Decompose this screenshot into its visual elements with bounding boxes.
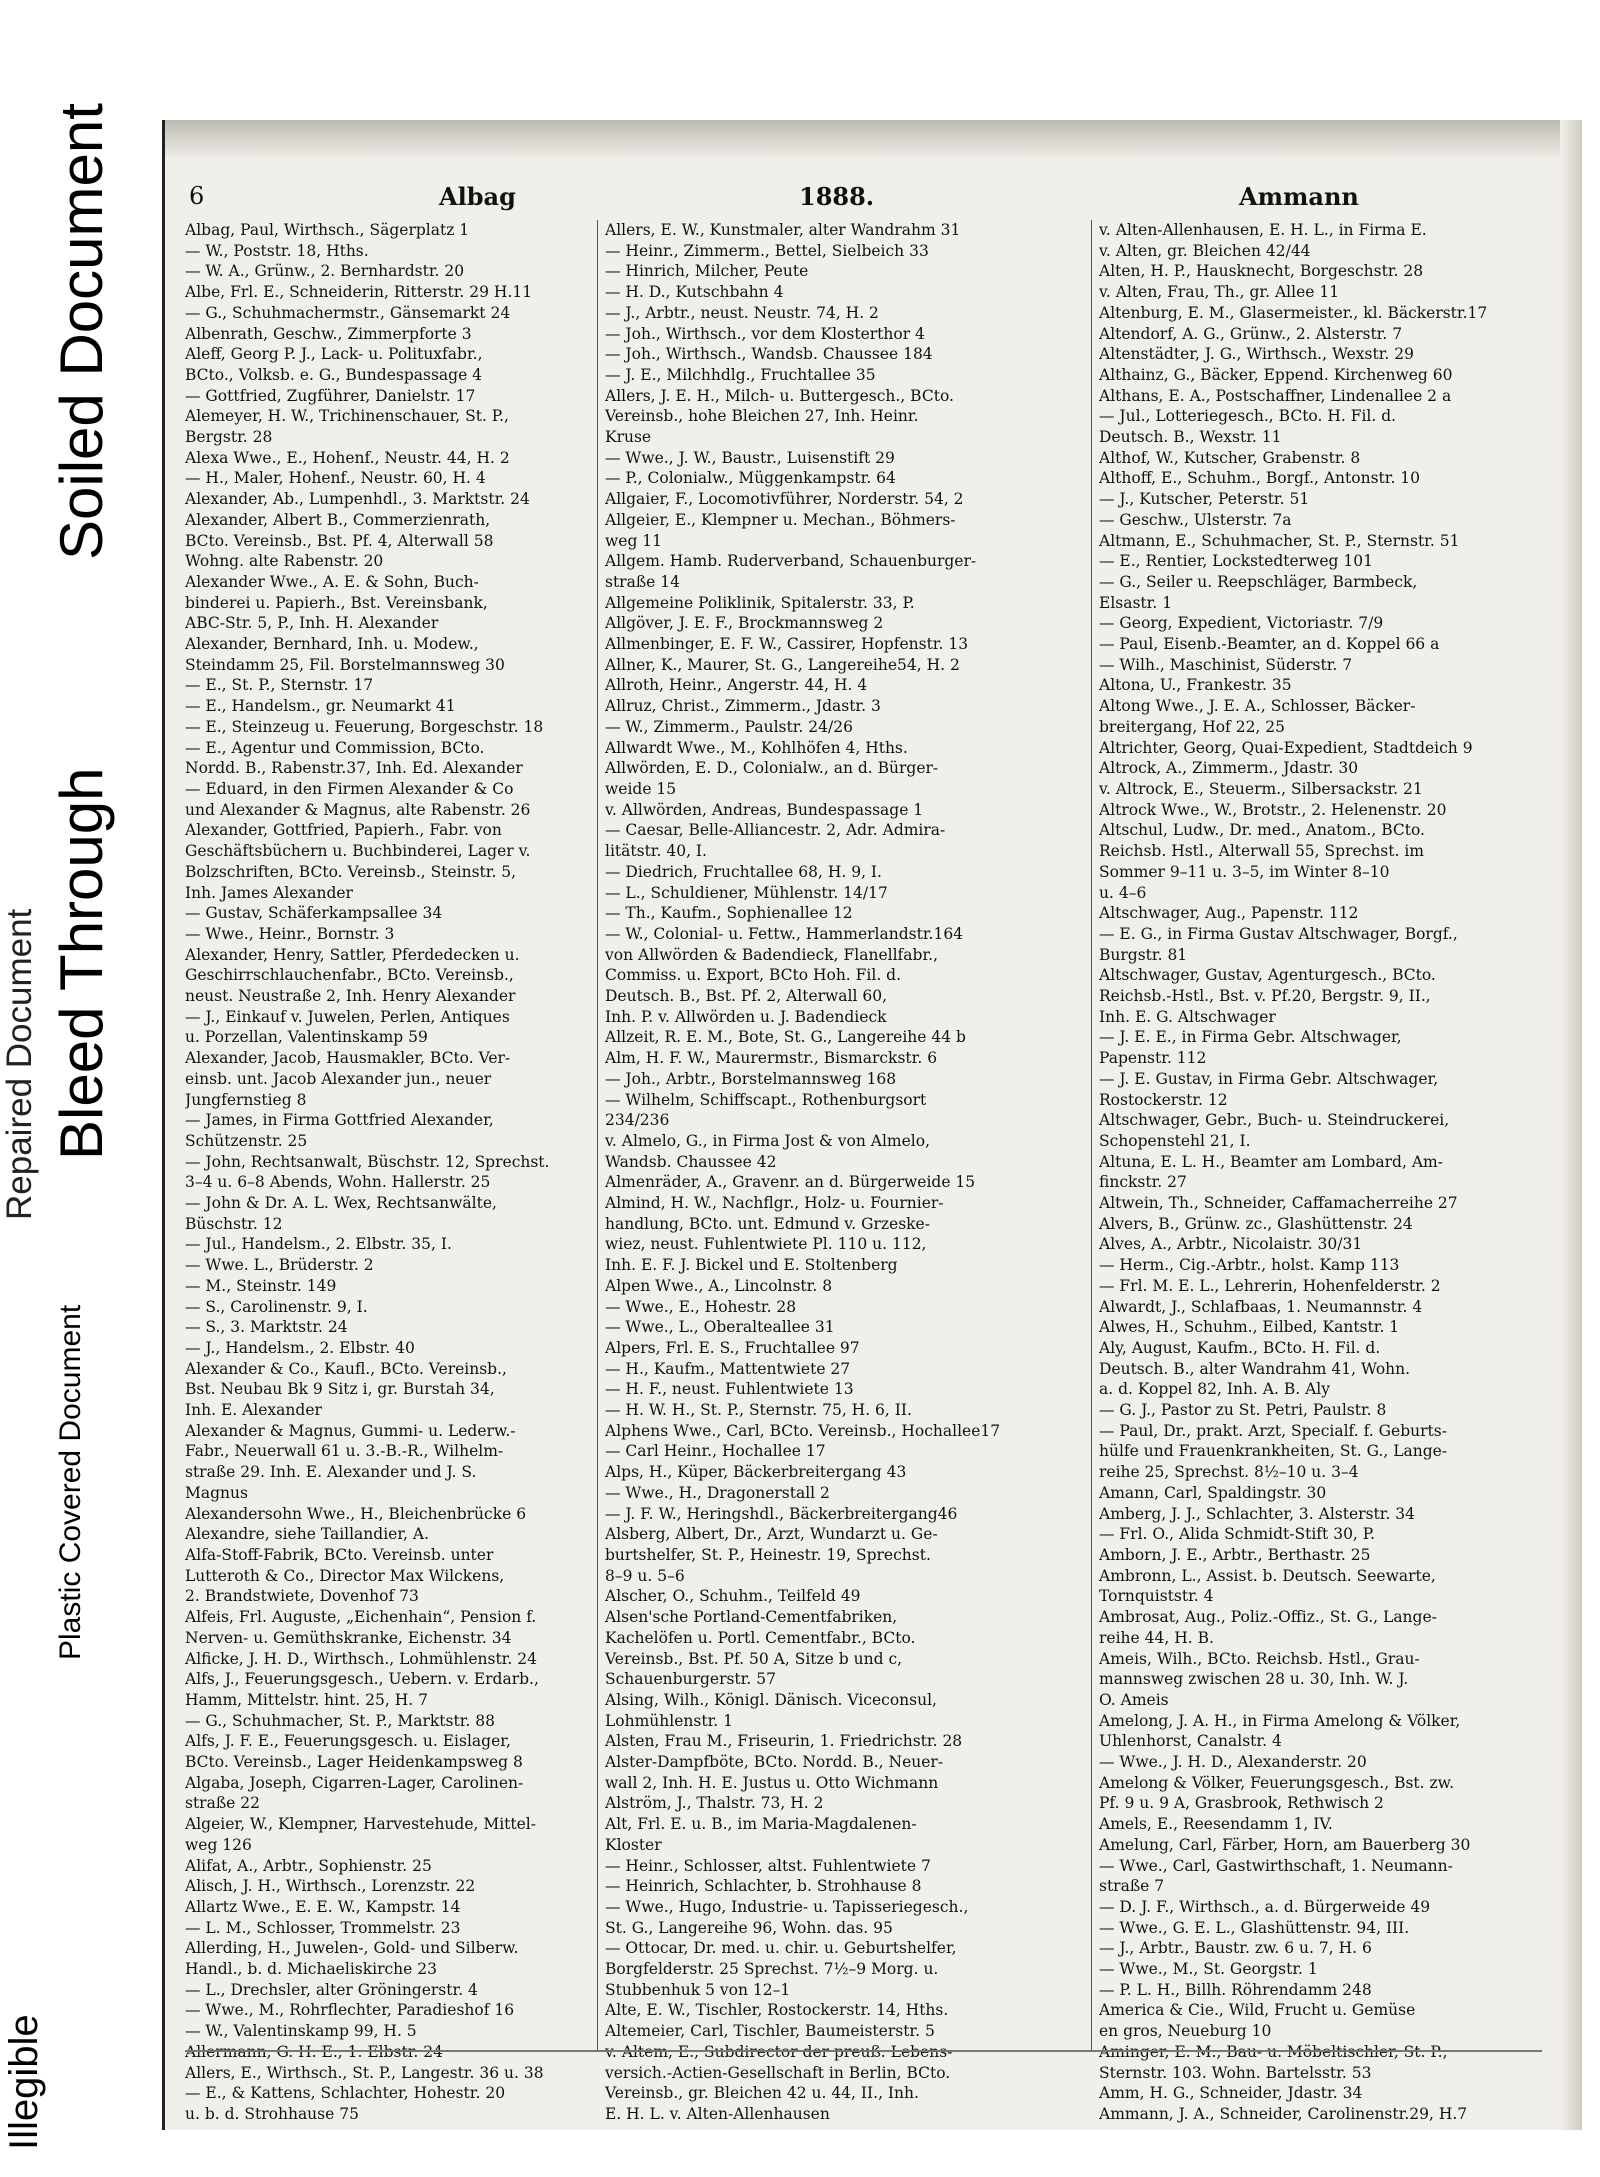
directory-entry: Alsen'sche Portland-Cementfabriken, <box>605 1608 898 1627</box>
directory-entry: Altuna, E. L. H., Beamter am Lombard, Am- <box>1099 1152 1443 1171</box>
directory-page <box>162 120 1582 2130</box>
directory-entry: BCto. Vereinsb., Lager Heidenkampsweg 8 <box>185 1753 523 1772</box>
directory-entry: wall 2, Inh. H. E. Justus u. Otto Wichmann <box>605 1773 939 1792</box>
directory-entry: Uhlenhorst, Canalstr. 4 <box>1099 1732 1282 1751</box>
directory-entry: — M., Steinstr. 149 <box>185 1276 337 1295</box>
directory-entry: — Th., Kaufm., Sophienallee 12 <box>605 904 853 923</box>
directory-entry: — E., & Kattens, Schlachter, Hohestr. 20 <box>185 2084 506 2103</box>
directory-entry: Alten, H. P., Hausknecht, Borgeschstr. 28 <box>1099 262 1424 281</box>
directory-entry: v. Alten, Frau, Th., gr. Allee 11 <box>1099 283 1340 302</box>
directory-entry: — Wwe., J. H. D., Alexanderstr. 20 <box>1099 1753 1367 1772</box>
directory-entry: — J. E. E., in Firma Gebr. Altschwager, <box>1099 1028 1402 1047</box>
directory-entry: Altmann, E., Schuhmacher, St. P., Sternstr. 51 <box>1099 531 1460 550</box>
label-illegible: Illegible <box>2 2014 46 2150</box>
directory-entry: Algaba, Joseph, Cigarren-Lager, Carolinen- <box>185 1773 524 1792</box>
directory-entry: Algeier, W., Klempner, Harvestehude, Mittel- <box>185 1815 537 1834</box>
directory-entry: — Carl Heinr., Hochallee 17 <box>605 1442 826 1461</box>
directory-entry: — W., Zimmerm., Paulstr. 24/26 <box>605 717 853 736</box>
directory-entry: und Alexander & Magnus, alte Rabenstr. 26 <box>185 800 531 819</box>
directory-entry: Aly, August, Kaufm., BCto. H. Fil. d. <box>1099 1338 1381 1357</box>
directory-entry: Allwardt Wwe., M., Kohlhöfen 4, Hths. <box>605 738 908 757</box>
directory-entry: Altona, U., Frankestr. 35 <box>1099 676 1292 695</box>
directory-entry: Amelong & Völker, Feuerungsgesch., Bst. zw. <box>1099 1773 1455 1792</box>
directory-entry: — H. F., neust. Fuhlentwiete 13 <box>605 1380 854 1399</box>
directory-entry: Amelong, J. A. H., in Firma Amelong & Völker, <box>1099 1711 1461 1730</box>
directory-entry: Jungfernstieg 8 <box>185 1090 307 1109</box>
directory-entry: — E., St. P., Sternstr. 17 <box>185 676 374 695</box>
directory-entry <box>605 2042 1005 2063</box>
directory-entry: — E., Handelsm., gr. Neumarkt 41 <box>185 697 456 716</box>
directory-entry: Alsberg, Albert, Dr., Arzt, Wundarzt u. Ge- <box>605 1525 938 1544</box>
directory-entry: Deutsch. B., Wexstr. 11 <box>1099 428 1282 447</box>
directory-entry: Allgaier, F., Locomotivführer, Norderstr. 54, 2 <box>605 490 964 509</box>
directory-entry: Schopenstehl 21, I. <box>1099 1131 1251 1150</box>
directory-entry: finckstr. 27 <box>1099 1173 1187 1192</box>
directory-entry: Bst. Neubau Bk 9 Sitz i, gr. Burstah 34, <box>185 1380 495 1399</box>
directory-entry: — John, Rechtsanwalt, Büschstr. 12, Sprechst. <box>185 1152 550 1171</box>
directory-entry: Alexander & Magnus, Gummi- u. Lederw.- <box>185 1421 516 1440</box>
directory-entry: Ambrosat, Aug., Poliz.-Offiz., St. G., Lange- <box>1099 1608 1437 1627</box>
directory-entry: — Paul, Dr., prakt. Arzt, Specialf. f. Geburts- <box>1099 1421 1447 1440</box>
directory-entry: Alpers, Frl. E. S., Fruchtallee 97 <box>605 1338 860 1357</box>
directory-column-3 <box>1099 220 1505 2125</box>
directory-entry: Borgfelderstr. 25 Sprechst. 7½–9 Morg. u. <box>605 1960 939 1979</box>
directory-entry: Alwardt, J., Schlafbaas, 1. Neumannstr. 4 <box>1099 1297 1423 1316</box>
directory-entry: weg 11 <box>605 531 663 550</box>
directory-entry: a. d. Koppel 82, Inh. A. B. Aly <box>1099 1380 1330 1399</box>
directory-entry: — Caesar, Belle-Alliancestr. 2, Adr. Admira- <box>605 821 946 840</box>
directory-entry: hülfe und Frauenkrankheiten, St. G., Lange- <box>1099 1442 1448 1461</box>
directory-entry: Hamm, Mittelstr. hint. 25, H. 7 <box>185 1690 428 1709</box>
directory-entry: weg 126 <box>185 1835 252 1854</box>
directory-entry: — H., Kaufm., Mattentwiete 27 <box>605 1359 851 1378</box>
directory-entry: Altong Wwe., J. E. A., Schlosser, Bäcker- <box>1099 697 1416 716</box>
directory-entry: Alves, A., Arbtr., Nicolaistr. 30/31 <box>1099 1235 1363 1254</box>
directory-entry: Alexander, Ab., Lumpenhdl., 3. Marktstr. 24 <box>185 490 530 509</box>
page-number: 6 <box>189 182 205 210</box>
directory-entry: Alpen Wwe., A., Lincolnstr. 8 <box>605 1276 833 1295</box>
directory-entry: Allartz Wwe., E. E. W., Kampstr. 14 <box>185 1897 461 1916</box>
directory-entry: Vereinsb., hohe Bleichen 27, Inh. Heinr. <box>605 407 919 426</box>
directory-entry: Fabr., Neuerwall 61 u. 3.-B.-R., Wilhelm- <box>185 1442 504 1461</box>
directory-entry: — Wwe., E., Hohestr. 28 <box>605 1297 797 1316</box>
directory-entry: Reichsb.-Hstl., Bst. v. Pf.20, Bergstr. 9, II., <box>1099 987 1431 1006</box>
directory-entry: Albe, Frl. E., Schneiderin, Ritterstr. 29 H.11 <box>185 283 533 302</box>
directory-entry: Amann, Carl, Spaldingstr. 30 <box>1099 1483 1327 1502</box>
directory-entry: Rostockerstr. 12 <box>1099 1090 1228 1109</box>
directory-entry: — Eduard, in den Firmen Alexander & Co <box>185 779 514 798</box>
directory-entry: Tornquiststr. 4 <box>1099 1587 1214 1606</box>
directory-entry: — L., Schuldiener, Mühlenstr. 14/17 <box>605 883 888 902</box>
directory-entry: u. Porzellan, Valentinskamp 59 <box>185 1028 428 1047</box>
directory-entry: Vereinsb., Bst. Pf. 50 A, Sitze b und c, <box>605 1649 903 1668</box>
directory-entry: 234/236 <box>605 1111 670 1130</box>
directory-entry: Wohng. alte Rabenstr. 20 <box>185 552 384 571</box>
directory-entry: — Joh., Arbtr., Borstelmannsweg 168 <box>605 1069 897 1088</box>
directory-entry: Geschäftsbüchern u. Buchbinderei, Lager v. <box>185 842 531 861</box>
directory-entry: — Wwe., Carl, Gastwirthschaft, 1. Neumann- <box>1099 1856 1453 1875</box>
directory-entry: Albenrath, Geschw., Zimmerpforte 3 <box>185 324 472 343</box>
directory-entry: burtshelfer, St. P., Heinestr. 19, Sprechst. <box>605 1546 931 1564</box>
page-bottom-rule <box>185 2050 1542 2052</box>
directory-entry: Wandsb. Chaussee 42 <box>605 1152 777 1171</box>
directory-entry: — Wwe., G. E. L., Glashüttenstr. 94, III. <box>1099 1918 1410 1937</box>
directory-entry: — G., Schuhmacher, St. P., Marktstr. 88 <box>185 1711 495 1730</box>
directory-entry: Inh. James Alexander <box>185 883 353 902</box>
directory-entry: Altemeier, Carl, Tischler, Baumeisterstr. 5 <box>605 2022 935 2041</box>
directory-entry: straße 29. Inh. E. Alexander und J. S. <box>185 1463 477 1482</box>
directory-entry: Allroth, Heinr., Angerstr. 44, H. 4 <box>605 676 868 695</box>
directory-entry: Alexander, Jacob, Hausmakler, BCto. Ver- <box>185 1049 511 1068</box>
directory-entry: Sternstr. 103. Wohn. Bartelsstr. 53 <box>1099 2063 1372 2082</box>
directory-entry: Alexander & Co., Kaufl., BCto. Vereinsb., <box>185 1359 507 1378</box>
directory-entry: reihe 25, Sprechst. 8½–10 u. 3–4 <box>1099 1463 1359 1482</box>
directory-entry: — Heinrich, Schlachter, b. Strohhause 8 <box>605 1877 922 1896</box>
directory-entry: Nordd. B., Rabenstr.37, Inh. Ed. Alexander <box>185 759 523 778</box>
directory-entry: — Heinr., Zimmerm., Bettel, Sielbeich 33 <box>605 241 929 260</box>
directory-entry: — Georg, Expedient, Victoriastr. 7/9 <box>1099 614 1384 633</box>
directory-entry: Ammann, J. A., Schneider, Carolinenstr.29, H.7 <box>1099 2104 1468 2123</box>
directory-entry: handlung, BCto. unt. Edmund v. Grzeske- <box>605 1214 930 1233</box>
directory-entry: Alphens Wwe., Carl, BCto. Vereinsb., Hochallee17 <box>605 1421 1001 1440</box>
directory-entry: Alfs, J. F. E., Feuerungsgesch. u. Eislager, <box>185 1732 511 1751</box>
directory-entry: Papenstr. 112 <box>1099 1049 1207 1068</box>
directory-entry: versich.-Actien-Gesellschaft in Berlin, BCto. <box>605 2063 951 2082</box>
directory-entry: Alexandersohn Wwe., H., Bleichenbrücke 6 <box>185 1504 527 1523</box>
directory-entry: Aleff, Georg P. J., Lack- u. Polituxfabr., <box>185 345 483 364</box>
directory-entry: — J. E., Milchhdlg., Fruchtallee 35 <box>605 365 876 384</box>
directory-entry: Pf. 9 u. 9 A, Grasbrook, Rethwisch 2 <box>1099 1794 1384 1813</box>
directory-entry: einsb. unt. Jacob Alexander jun., neuer <box>185 1069 492 1088</box>
directory-entry: Inh. E. F. J. Bickel und E. Stoltenberg <box>605 1256 898 1275</box>
directory-entry: u. 4–6 <box>1099 883 1147 902</box>
header-right-keyword: Ammann <box>1239 182 1359 211</box>
directory-entry: Inh. P. v. Allwörden u. J. Badendieck <box>605 1007 887 1026</box>
directory-entry: neust. Neustraße 2, Inh. Henry Alexander <box>185 987 516 1006</box>
directory-entry: Deutsch. B., Bst. Pf. 2, Alterwall 60, <box>605 987 888 1006</box>
directory-entry: — James, in Firma Gottfried Alexander, <box>185 1111 494 1130</box>
header-year: 1888. <box>799 182 875 211</box>
directory-entry: Alifat, A., Arbtr., Sophienstr. 25 <box>185 1856 432 1875</box>
directory-entry: Allgem. Hamb. Ruderverband, Schauenburger- <box>605 552 977 571</box>
directory-entry: — Wwe., Hugo, Industrie- u. Tapisseriegesch., <box>605 1897 969 1916</box>
directory-column-2 <box>605 220 1005 2125</box>
directory-entry: Bolzschriften, BCto. Vereinsb., Steinstr. 5, <box>185 862 517 881</box>
directory-entry: Altschwager, Aug., Papenstr. 112 <box>1099 904 1359 923</box>
directory-entry: — G. J., Pastor zu St. Petri, Paulstr. 8 <box>1099 1401 1387 1420</box>
directory-entry: Inh. E. Alexander <box>185 1401 322 1420</box>
directory-entry: Alfs, J., Feuerungsgesch., Uebern. v. Erdarb., <box>185 1670 539 1689</box>
directory-entry: — Hinrich, Milcher, Peute <box>605 262 809 281</box>
directory-entry: — Ottocar, Dr. med. u. chir. u. Geburtshelfer, <box>605 1939 957 1958</box>
directory-entry: America & Cie., Wild, Frucht u. Gemüse <box>1099 2001 1416 2020</box>
directory-entry: Alt, Frl. E. u. B., im Maria-Magdalenen- <box>605 1815 917 1834</box>
header-left-keyword: Albag <box>439 182 516 211</box>
directory-entry: v. Almelo, G., in Firma Jost & von Almelo, <box>605 1131 931 1150</box>
directory-entry <box>185 2042 585 2063</box>
directory-entry: — E. G., in Firma Gustav Altschwager, Borgf., <box>1099 924 1458 943</box>
directory-entry: Alscher, O., Schuhm., Teilfeld 49 <box>605 1587 861 1606</box>
directory-entry: — H. D., Kutschbahn 4 <box>605 283 784 302</box>
directory-entry: — W., Valentinskamp 99, H. 5 <box>185 2022 417 2041</box>
directory-entry: Schauenburgerstr. 57 <box>605 1670 776 1689</box>
directory-entry: Handl., b. d. Michaeliskirche 23 <box>185 1960 437 1979</box>
directory-entry: — Wwe., M., Rohrflechter, Paradieshof 16 <box>185 2001 515 2020</box>
directory-entry: Altenstädter, J. G., Wirthsch., Wexstr. 29 <box>1099 345 1415 364</box>
directory-entry: reihe 44, H. B. <box>1099 1628 1214 1647</box>
directory-entry: Stubbenhuk 5 von 12–1 <box>605 1980 791 1999</box>
directory-entry: Amborn, J. E., Arbtr., Berthastr. 25 <box>1099 1546 1371 1564</box>
directory-entry: Sommer 9–11 u. 3–5, im Winter 8–10 <box>1099 862 1390 881</box>
directory-entry: — W., Poststr. 18, Hths. <box>185 241 369 260</box>
directory-entry: wiez, neust. Fuhlentwiete Pl. 110 u. 112, <box>605 1235 927 1254</box>
directory-entry: — S., 3. Marktstr. 24 <box>185 1318 348 1337</box>
label-repaired: Repaired Document <box>0 908 39 1220</box>
directory-entry: u. b. d. Strohhause 75 <box>185 2104 359 2123</box>
directory-entry: binderei u. Papierh., Bst. Vereinsbank, <box>185 593 488 612</box>
directory-entry: — Wwe., L., Oberalteallee 31 <box>605 1318 835 1337</box>
directory-entry: — J., Arbtr., neust. Neustr. 74, H. 2 <box>605 303 879 322</box>
directory-entry: — L., Drechsler, alter Gröningerstr. 4 <box>185 1980 478 1999</box>
directory-entry: — Heinr., Schlosser, altst. Fuhlentwiete 7 <box>605 1856 931 1875</box>
directory-entry: — Gustav, Schäferkampsallee 34 <box>185 904 443 923</box>
directory-entry: — Paul, Eisenb.-Beamter, an d. Koppel 66 a <box>1099 635 1440 654</box>
directory-entry: Alexander Wwe., A. E. & Sohn, Buch- <box>185 572 479 591</box>
directory-entry: Altschul, Ludw., Dr. med., Anatom., BCto. <box>1099 821 1425 840</box>
directory-entry: straße 22 <box>185 1794 261 1813</box>
directory-entry: Alexandre, siehe Taillandier, A. <box>185 1525 430 1544</box>
directory-entry: — Diedrich, Fruchtallee 68, H. 9, I. <box>605 862 882 881</box>
directory-entry: Allers, E., Wirthsch., St. P., Langestr. 36 u. 38 <box>185 2063 544 2082</box>
directory-entry: Allers, E. W., Kunstmaler, alter Wandrahm 31 <box>605 221 961 239</box>
directory-entry: von Allwörden & Badendieck, Flanellfabr., <box>605 945 939 964</box>
directory-entry: Allerding, H., Juwelen-, Gold- und Silberw. <box>185 1939 519 1958</box>
directory-entry: Alexander, Bernhard, Inh. u. Modew., <box>185 635 479 654</box>
directory-entry: Kruse <box>605 428 652 447</box>
directory-entry: breitergang, Hof 22, 25 <box>1099 717 1286 736</box>
directory-entry: Alexa Wwe., E., Hohenf., Neustr. 44, H. 2 <box>185 448 510 467</box>
directory-entry: — Wwe., H., Dragonerstall 2 <box>605 1483 830 1502</box>
directory-entry: Alwes, H., Schuhm., Eilbed, Kantstr. 1 <box>1099 1318 1400 1337</box>
directory-entry: Amberg, J. J., Schlachter, 3. Alsterstr. 34 <box>1099 1504 1416 1523</box>
label-plastic-covered: Plastic Covered Document <box>54 1304 87 1660</box>
directory-entry: Nerven- u. Gemüthskranke, Eichenstr. 34 <box>185 1628 512 1647</box>
directory-entry: — Jul., Lotteriegesch., BCto. H. Fil. d. <box>1099 407 1397 426</box>
directory-entry: Althainz, G., Bäcker, Eppend. Kirchenweg 60 <box>1099 365 1453 384</box>
directory-entry: — Wwe., M., St. Georgstr. 1 <box>1099 1960 1318 1979</box>
page-header <box>179 182 1542 216</box>
directory-entry: — E., Agentur und Commission, BCto. <box>185 738 485 757</box>
directory-entry: — J., Kutscher, Peterstr. 51 <box>1099 490 1310 509</box>
directory-entry: weide 15 <box>605 779 677 798</box>
directory-entry: Altschwager, Gebr., Buch- u. Steindruckerei, <box>1099 1111 1450 1130</box>
directory-entry: — Frl. M. E. L., Lehrerin, Hohenfelderstr. 2 <box>1099 1276 1441 1295</box>
directory-entry: Alsing, Wilh., Königl. Dänisch. Viceconsul, <box>605 1690 937 1709</box>
directory-entry: v. Alten, gr. Bleichen 42/44 <box>1099 241 1311 260</box>
directory-entry: — Wwe., Heinr., Bornstr. 3 <box>185 924 395 943</box>
directory-entry: — Joh., Wirthsch., Wandsb. Chaussee 184 <box>605 345 933 364</box>
directory-entry: Altrock Wwe., W., Brotstr., 2. Helenenstr. 20 <box>1099 800 1447 819</box>
directory-entry: 8–9 u. 5–6 <box>605 1566 685 1585</box>
directory-entry: — Wilhelm, Schiffscapt., Rothenburgsort <box>605 1090 927 1109</box>
directory-entry: Altrichter, Georg, Quai-Expedient, Stadtdeich 9 <box>1099 738 1473 757</box>
directory-entry: — J., Arbtr., Baustr. zw. 6 u. 7, H. 6 <box>1099 1939 1372 1958</box>
directory-entry: — Wwe. L., Brüderstr. 2 <box>185 1256 374 1275</box>
directory-entry: Ameis, Wilh., BCto. Reichsb. Hstl., Grau- <box>1099 1649 1420 1668</box>
directory-entry: — Jul., Handelsm., 2. Elbstr. 35, I. <box>185 1235 452 1254</box>
directory-entry: Lohmühlenstr. 1 <box>605 1711 733 1730</box>
directory-entry: Allner, K., Maurer, St. G., Langereihe54, H. 2 <box>605 655 960 674</box>
directory-entry: — H. W. H., St. P., Sternstr. 75, H. 6, II. <box>605 1401 912 1420</box>
directory-entry: — E., Rentier, Lockstedterweg 101 <box>1099 552 1373 571</box>
directory-entry: Lutteroth & Co., Director Max Wilckens, <box>185 1566 505 1585</box>
directory-entry: Deutsch. B., alter Wandrahm 41, Wohn. <box>1099 1359 1411 1378</box>
directory-entry: — G., Seiler u. Reepschläger, Barmbeck, <box>1099 572 1418 591</box>
directory-entry: Alster-Dampfböte, BCto. Nordd. B., Neuer- <box>605 1753 944 1772</box>
directory-entry: litätstr. 40, I. <box>605 842 707 861</box>
directory-entry: — W. A., Grünw., 2. Bernhardstr. 20 <box>185 262 465 281</box>
directory-column-1 <box>185 220 585 2125</box>
directory-entry: Allgeier, E., Klempner u. Mechan., Böhmers- <box>605 510 956 529</box>
directory-entry: — S., Carolinenstr. 9, I. <box>185 1297 368 1316</box>
directory-entry: E. H. L. v. Alten-Allenhausen <box>605 2104 830 2123</box>
directory-entry: Altrock, A., Zimmerm., Jdastr. 30 <box>1099 759 1359 778</box>
directory-entry: Schützenstr. 25 <box>185 1131 308 1150</box>
directory-entry: Ambronn, L., Assist. b. Deutsch. Seewarte, <box>1099 1566 1436 1585</box>
document-condition-sidebar <box>0 0 160 2177</box>
directory-entry: 2. Brandstwiete, Dovenhof 73 <box>185 1587 419 1606</box>
directory-entry: St. G., Langereihe 96, Wohn. das. 95 <box>605 1918 893 1937</box>
directory-entry: Commiss. u. Export, BCto Hoh. Fil. d. <box>605 966 902 985</box>
directory-entry: Almenräder, A., Gravenr. an d. Bürgerweide 15 <box>605 1173 976 1192</box>
directory-entry: — P. L. H., Billh. Röhrendamm 248 <box>1099 1980 1372 1999</box>
directory-entry: — Wwe., J. W., Baustr., Luisenstift 29 <box>605 448 895 467</box>
directory-entry: Alisch, J. H., Wirthsch., Lorenzstr. 22 <box>185 1877 476 1896</box>
directory-entry: Inh. E. G. Altschwager <box>1099 1007 1276 1026</box>
directory-entry: Alm, H. F. W., Maurermstr., Bismarckstr. 6 <box>605 1049 938 1068</box>
directory-entry: Bergstr. 28 <box>185 428 273 447</box>
directory-entry: Altschwager, Gustav, Agenturgesch., BCto. <box>1099 966 1436 985</box>
directory-entry: Altwein, Th., Schneider, Caffamacherreihe 27 <box>1099 1194 1458 1213</box>
directory-entry: Alexander, Gottfried, Papierh., Fabr. von <box>185 821 502 840</box>
directory-entry: — W., Colonial- u. Fettw., Hammerlandstr.164 <box>605 924 964 943</box>
column-divider <box>1091 220 1092 2050</box>
directory-entry: — Wilh., Maschinist, Süderstr. 7 <box>1099 655 1353 674</box>
directory-entry: v. Altrock, E., Steuerm., Silbersackstr. 21 <box>1099 779 1423 798</box>
directory-entry: Alström, J., Thalstr. 73, H. 2 <box>605 1794 824 1813</box>
directory-entry: Allwörden, E. D., Colonialw., an d. Bürger- <box>605 759 939 778</box>
directory-entry: Alsten, Frau M., Friseurin, 1. Friedrichstr. 28 <box>605 1732 963 1751</box>
directory-entry: — Frl. O., Alida Schmidt-Stift 30, P. <box>1099 1525 1375 1544</box>
directory-entry: BCto. Vereinsb., Bst. Pf. 4, Alterwall 58 <box>185 531 494 550</box>
directory-entry: Amelung, Carl, Färber, Horn, am Bauerberg 30 <box>1099 1835 1471 1854</box>
page-right-edge <box>1560 120 1582 2130</box>
directory-entry: Alfa-Stoff-Fabrik, BCto. Vereinsb. unter <box>185 1546 494 1564</box>
directory-entry: Altendorf, A. G., Grünw., 2. Alsterstr. 7 <box>1099 324 1403 343</box>
directory-entry: Almind, H. W., Nachflgr., Holz- u. Fournier- <box>605 1194 944 1213</box>
directory-entry: Magnus <box>185 1483 248 1502</box>
directory-entry: — J., Einkauf v. Juwelen, Perlen, Antiques <box>185 1007 510 1026</box>
directory-entry: Amels, E., Reesendamm 1, IV. <box>1099 1815 1333 1834</box>
directory-entry: — Geschw., Ulsterstr. 7a <box>1099 510 1292 529</box>
directory-entry: straße 14 <box>605 572 681 591</box>
directory-entry: Althof, W., Kutscher, Grabenstr. 8 <box>1099 448 1361 467</box>
directory-entry <box>1099 2042 1505 2063</box>
directory-entry: — John & Dr. A. L. Wex, Rechtsanwälte, <box>185 1194 497 1213</box>
directory-entry: — L. M., Schlosser, Trommelstr. 23 <box>185 1918 461 1937</box>
directory-entry: Büschstr. 12 <box>185 1214 283 1233</box>
directory-entry: v. Allwörden, Andreas, Bundespassage 1 <box>605 800 924 819</box>
directory-entry: Alvers, B., Grünw. zc., Glashüttenstr. 24 <box>1099 1214 1413 1233</box>
directory-entry: Kloster <box>605 1835 662 1854</box>
directory-entry: — H., Maler, Hohenf., Neustr. 60, H. 4 <box>185 469 486 488</box>
directory-entry: straße 7 <box>1099 1877 1165 1896</box>
directory-entry: Reichsb. Hstl., Alterwall 55, Sprechst. im <box>1099 842 1425 861</box>
directory-entry: mannsweg zwischen 28 u. 30, Inh. W. J. <box>1099 1670 1409 1689</box>
directory-entry: Allers, J. E. H., Milch- u. Buttergesch., BCto. <box>605 386 954 405</box>
directory-entry: Burgstr. 81 <box>1099 945 1188 964</box>
directory-entry: Kachelöfen u. Portl. Cementfabr., BCto. <box>605 1628 916 1647</box>
directory-entry: — J. F. W., Heringshdl., Bäckerbreitergang46 <box>605 1504 958 1523</box>
directory-entry: — D. J. F., Wirthsch., a. d. Bürgerweide 49 <box>1099 1897 1431 1916</box>
directory-entry: Althoff, E., Schuhm., Borgf., Antonstr. 10 <box>1099 469 1421 488</box>
directory-entry: Altenburg, E. M., Glasermeister., kl. Bäckerstr.17 <box>1099 303 1488 322</box>
directory-entry: Alemeyer, H. W., Trichinenschauer, St. P., <box>185 407 509 426</box>
directory-entry: — Herm., Cig.-Arbtr., holst. Kamp 113 <box>1099 1256 1400 1275</box>
directory-entry: Allruz, Christ., Zimmerm., Jdastr. 3 <box>605 697 881 716</box>
directory-entry: Allmenbinger, E. F. W., Cassirer, Hopfenstr. 13 <box>605 635 969 654</box>
directory-entry: BCto., Volksb. e. G., Bundespassage 4 <box>185 365 483 384</box>
directory-entry: Steindamm 25, Fil. Borstelmannsweg 30 <box>185 655 505 674</box>
directory-entry: — E., Steinzeug u. Feuerung, Borgeschstr. 18 <box>185 717 544 736</box>
directory-entry: Amm, H. G., Schneider, Jdastr. 34 <box>1099 2084 1363 2103</box>
directory-entry: v. Alten-Allenhausen, E. H. L., in Firma E. <box>1099 221 1427 239</box>
directory-entry: ABC-Str. 5, P., Inh. H. Alexander <box>185 614 439 633</box>
directory-entry: — Gottfried, Zugführer, Danielstr. 17 <box>185 386 476 405</box>
directory-entry: Allgemeine Poliklinik, Spitalerstr. 33, P. <box>605 593 915 612</box>
directory-entry: Albag, Paul, Wirthsch., Sägerplatz 1 <box>185 221 470 239</box>
directory-entry: en gros, Neueburg 10 <box>1099 2022 1272 2041</box>
directory-entry: Alfeis, Frl. Auguste, „Eichenhain“, Pension f. <box>185 1608 537 1627</box>
directory-entry: Alexander, Albert B., Commerzienrath, <box>185 510 491 529</box>
directory-entry: — J. E. Gustav, in Firma Gebr. Altschwager, <box>1099 1069 1439 1088</box>
directory-entry: Vereinsb., gr. Bleichen 42 u. 44, II., Inh. <box>605 2084 919 2103</box>
directory-entry: Althans, E. A., Postschaffner, Lindenallee 2 a <box>1099 386 1452 405</box>
page-top-shadow <box>165 120 1582 160</box>
label-bleed-through: Bleed Through <box>48 767 115 1160</box>
directory-entry: Alps, H., Küper, Bäckerbreitergang 43 <box>605 1463 907 1482</box>
directory-entry: Elsastr. 1 <box>1099 593 1173 612</box>
directory-entry: Alte, E. W., Tischler, Rostockerstr. 14, Hths. <box>605 2001 949 2020</box>
directory-entry: — J., Handelsm., 2. Elbstr. 40 <box>185 1338 415 1357</box>
directory-entry: — Joh., Wirthsch., vor dem Klosterthor 4 <box>605 324 925 343</box>
directory-entry: O. Ameis <box>1099 1690 1169 1709</box>
directory-entry: Allzeit, R. E. M., Bote, St. G., Langereihe 44 b <box>605 1028 966 1047</box>
directory-entry: Alexander, Henry, Sattler, Pferdedecken u. <box>185 945 520 964</box>
directory-entry: Allgöver, J. E. F., Brockmannsweg 2 <box>605 614 884 633</box>
directory-entry: Alficke, J. H. D., Wirthsch., Lohmühlenstr. 24 <box>185 1649 537 1668</box>
directory-entry: — P., Colonialw., Müggenkampstr. 64 <box>605 469 896 488</box>
directory-entry: — G., Schuhmachermstr., Gänsemarkt 24 <box>185 303 511 322</box>
label-soiled: Soiled Document <box>48 103 115 560</box>
directory-entry: Geschirrschlauchenfabr., BCto. Vereinsb., <box>185 966 514 985</box>
directory-entry: 3–4 u. 6–8 Abends, Wohn. Hallerstr. 25 <box>185 1173 491 1192</box>
column-divider <box>597 220 598 2050</box>
